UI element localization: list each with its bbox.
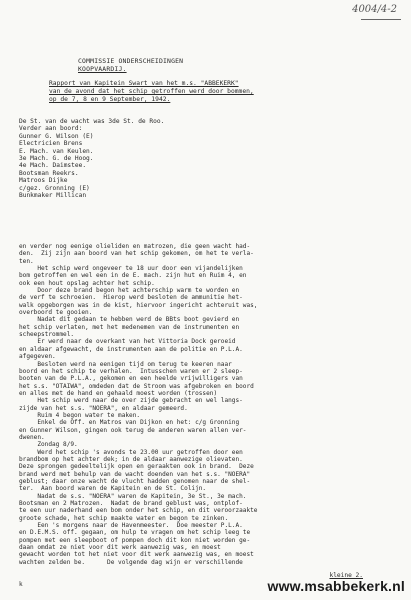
body-line: overboord te gooien. <box>19 309 93 317</box>
crew-line: Bootsman Reekrs. <box>19 169 79 177</box>
page-continuation-ref: kleine 2. <box>329 572 363 579</box>
subject-line-3: op de 7, 8 en 9 September, 1942. <box>49 96 171 103</box>
body-line: Het schip werd naar de over zijde gebracht en wel langs- <box>19 397 243 405</box>
body-line: en Gunner Wilson, gingen ook terug de anderen waren allen ver- <box>19 426 247 434</box>
report-body <box>19 243 394 566</box>
body-line: den. Zij zijn aan boord van het schip gekomen, om het te verla- <box>19 250 254 258</box>
body-line: Door deze brand begon het achterschip warm te worden en <box>19 287 240 295</box>
handwritten-underline <box>361 19 401 20</box>
body-line: en aldaar afgewacht, de instrumenten aan de politie en P.L.A. <box>19 345 243 353</box>
body-line: ter. Aan boord waren de Kapitein en de St. Colijn. <box>19 485 207 493</box>
body-line: daan omdat ze niet voor dit werk aanwezig was, en moest <box>19 544 221 552</box>
body-line: Werd het schip 's avonds te 23.00 uur getroffen door een <box>19 448 243 456</box>
crew-line: Bunkmaker Millican <box>19 192 87 200</box>
body-line: Enkel de Off. en Matros van Dijkon en het: c/g Gronning <box>19 419 240 427</box>
body-line: groote schade, het schip maakte water en begon te zinken. <box>19 514 229 522</box>
body-line: het s.s. "OTAIWA", omdeden dat de Stroom was afgebroken en boord <box>19 382 254 390</box>
body-line: Besloten werd na eenigen tijd om terug te keeren naar <box>19 360 232 368</box>
body-line: walk opgeborgen was in de kist, hiervoor ingericht achteruit was, <box>19 301 258 309</box>
body-line: boord en het schip te verhalen. Intusschen waren er 2 sleep- <box>19 367 243 375</box>
body-line: ten. <box>19 257 34 265</box>
body-line: te een uur naderhand een bom onder het schip, en dit veroorzaakte <box>19 507 258 515</box>
crew-line: Matroos Dijke <box>19 177 68 185</box>
crew-line: E. Mach. van Keulen. <box>19 147 94 155</box>
crew-list <box>19 118 219 199</box>
body-line: Bootsman en 2 Matrozen. Nadat de brand geblust was, ontplof- <box>19 500 243 508</box>
body-line: geblust; daar onze wacht de vlucht hadden genomen naar de shel- <box>19 478 251 485</box>
body-line: pompen met een sleepboot of pompen doch dit kon niet worden ge- <box>19 536 251 544</box>
crew-line: Electricien Brens <box>19 140 83 148</box>
body-line: brand werd met behulp van de wacht doenden van het s.s. "NOERA" <box>19 470 251 478</box>
body-line: zijde van het s.s. "NOERA", en aldaar gemeerd. <box>19 404 188 412</box>
body-line: Nadat dit gedaan te hebben werd de BBts boot gevierd en <box>19 316 240 324</box>
committee-line-2: KOOPVAARDIJ. <box>78 65 127 73</box>
body-line: gewacht worden tot het niet voor dit werk aanwezig was, en moest <box>19 551 254 559</box>
handwritten-reference: 4004/4-2 <box>352 4 397 15</box>
crew-line: De St. van de wacht was 3de St. de Roo. <box>19 118 165 125</box>
committee-heading <box>78 57 183 73</box>
body-line: Het schip werd ongeveer te 18 uur door een vijandelijken <box>19 265 243 273</box>
crew-line: Verder aan boord: <box>19 125 83 133</box>
body-line: het schip verlaten, met het medenemen van de instrumenten en <box>19 323 240 331</box>
body-line: Er werd naar de overkant van het Vittoria Dock geroeid <box>19 338 236 346</box>
body-line: Een 's morgens naar de Havenmeester. Doe meester P.L.A. <box>19 522 243 530</box>
body-line: booten van de P.L.A., gekomen en een heelde vrijwilligers van <box>19 375 243 383</box>
body-line: Zondag 8/9. <box>19 441 78 449</box>
report-subject <box>49 80 369 104</box>
website-watermark: www.msabbekerk.nl <box>267 578 405 594</box>
body-line: en verder nog eenige olieliden en matrozen, die geen wacht had- <box>19 243 251 250</box>
body-line: dwenen. <box>19 433 45 441</box>
crew-line: 4e Mach. Daimstee. <box>19 162 87 170</box>
crew-line: Gunner G. Wilson (E) <box>19 132 94 140</box>
body-line: ook een hout opslag achter het schip. <box>19 279 155 287</box>
body-line: scheepstrommel. <box>19 331 75 339</box>
body-line: bom getroffen en wel een in de E. mach. zijn hut en Ruim 4, en <box>19 272 247 280</box>
crew-line: 3e Mach. G. de Hoog. <box>19 155 94 163</box>
body-line: brandbom op het achter dek; in de aldaar aanwezige olievaten. <box>19 455 243 463</box>
subject-line-2: van de avond dat het schip getroffen werd door bommen, <box>49 88 254 95</box>
body-line: afgegeven. <box>19 353 56 361</box>
body-line: Ruim 4 begon water te maken. <box>19 411 141 419</box>
committee-line-1: COMMISSIE ONDERSCHEIDINGEN <box>78 57 184 65</box>
body-line: Deze sprongen gedeeltelijk open en geraakten ook in brand. Deze <box>19 463 254 471</box>
crew-line: c/gez. Gronning (E) <box>19 184 90 192</box>
typist-initial: k <box>19 581 23 588</box>
body-line: en alles met de hand en gehaald moest worden (trossen) <box>19 389 218 397</box>
body-line: wachten zelden be. De volgende dag wijn er verschillende <box>19 558 243 566</box>
body-line: Nadat de s.s. "NOERA" waren de Kapitein, 3e St., 3e mach. <box>19 492 247 500</box>
body-line: de verf te schroeien. Hierop werd besloten de ammunitie het- <box>19 294 243 302</box>
body-line: en D.E.M.S. off. gegaan, om hulp te vragen om het schip leeg te <box>19 529 251 537</box>
subject-line-1: Rapport van Kapitein Swart van het m.s. "ABBEKERK" <box>49 80 239 87</box>
